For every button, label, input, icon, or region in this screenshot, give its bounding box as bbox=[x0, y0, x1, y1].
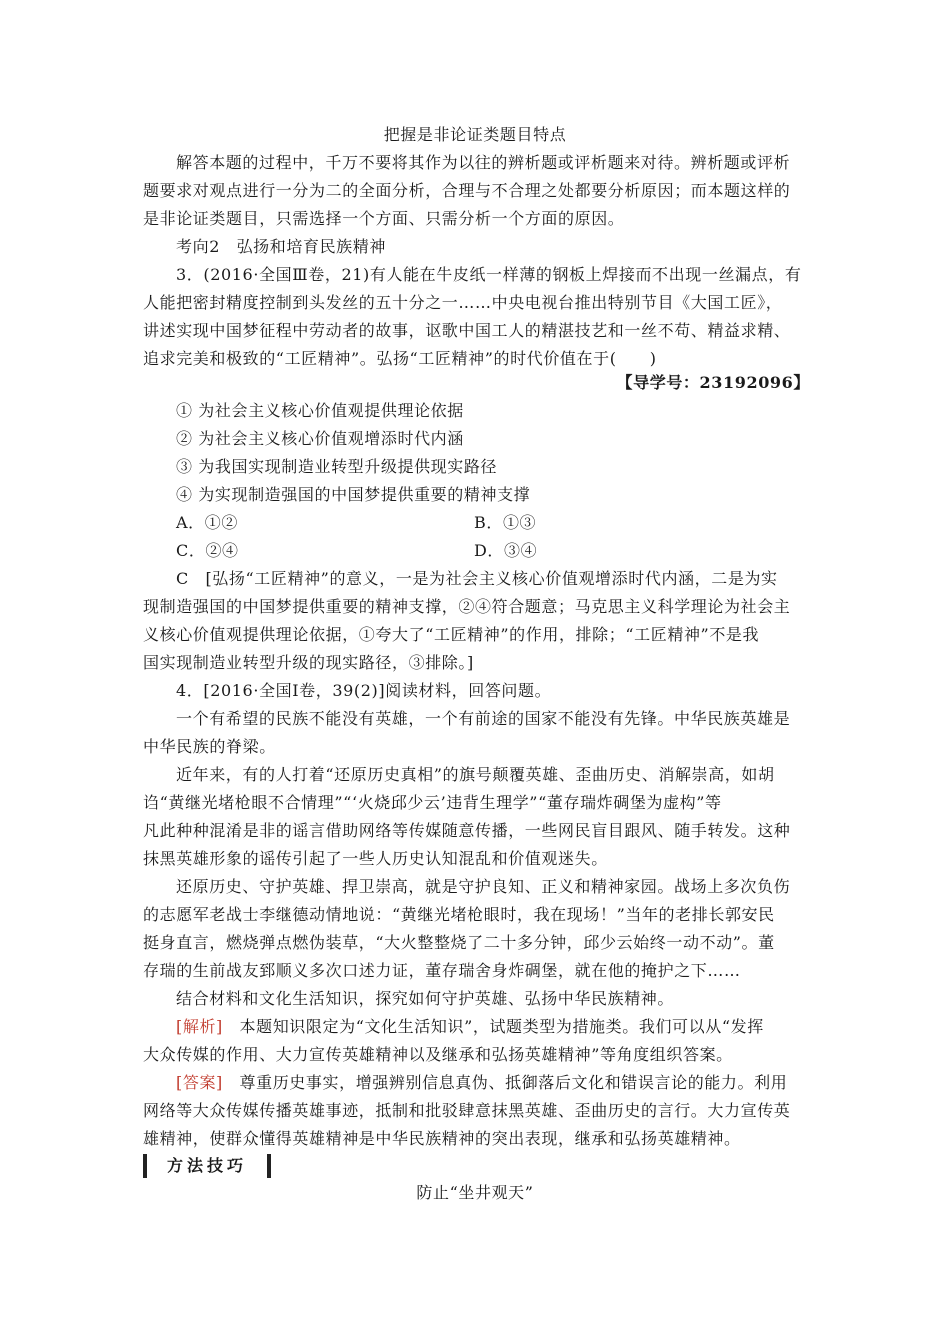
answer-text: 尊重历史事实，增强辨别信息真伪、抵御落后文化和错误言论的能力。利用 bbox=[222, 1073, 788, 1092]
method-tips-badge: 方法技巧 bbox=[143, 1154, 271, 1178]
material-line: 抹黑英雄形象的谣传引起了一些人历史认知混乱和价值观迷失。 bbox=[143, 849, 608, 868]
section-2-title: 防止“坐井观天” bbox=[416, 1183, 534, 1202]
material-line: 的志愿军老战士李继德动情地说：“黄继光堵枪眼时，我在现场！”当年的老排长郭安民 bbox=[143, 905, 775, 924]
question-3-line: 讲述实现中国梦征程中劳动者的故事，讴歌中国工人的精湛技艺和一丝不苟、精益求精、 bbox=[143, 321, 791, 340]
answer-3-line: 现制造强国的中国梦提供重要的精神支撑，②④符合题意；马克思主义科学理论为社会主 bbox=[143, 597, 791, 616]
paragraph-line: 解答本题的过程中，千万不要将其作为以往的辨析题或评析题来对待。辨析题或评析 bbox=[176, 153, 791, 172]
analysis-tag: [解析] bbox=[176, 1017, 223, 1036]
guide-number: 【导学号：23192096】 bbox=[616, 373, 810, 392]
answer-4-line: 网络等大众传媒传播英雄事迹，抵制和批驳肆意抹黑英雄、歪曲历史的言行。大力宣传英 bbox=[143, 1101, 791, 1120]
answer-3-line: C [弘扬“工匠精神”的意义，一是为社会主义核心价值观增添时代内涵，二是为实 bbox=[176, 569, 778, 588]
statement-4: ④ 为实现制造强国的中国梦提供重要的精神支撑 bbox=[176, 485, 531, 504]
analysis-text: 本题知识限定为“文化生活知识”，试题类型为措施类。我们可以从“发挥 bbox=[222, 1017, 764, 1036]
option-d: D．③④ bbox=[474, 541, 538, 560]
material-line: 诌“黄继光堵枪眼不合情理”“‘火烧邱少云’违背生理学”“董存瑞炸碉堡为虚构”等 bbox=[143, 793, 722, 812]
question-3-line: 3．(2016·全国Ⅲ卷，21)有人能在牛皮纸一样薄的钢板上焊接而不出现一丝漏点，有 bbox=[176, 265, 802, 284]
material-line: 还原历史、守护英雄、捍卫崇高，就是守护良知、正义和精神家园。战场上多次负伤 bbox=[176, 877, 791, 896]
answer-tag: [答案] bbox=[176, 1073, 223, 1092]
option-b: B．①③ bbox=[474, 513, 537, 532]
statement-2: ② 为社会主义核心价值观增添时代内涵 bbox=[176, 429, 464, 448]
answer-3-line: 国实现制造业转型升级的现实路径，③排除。] bbox=[143, 653, 474, 672]
material-line: 凡此种种混淆是非的谣言借助网络等传媒随意传播，一些网民盲目跟风、随手转发。这种 bbox=[143, 821, 791, 840]
task-line: 结合材料和文化生活知识，探究如何守护英雄、弘扬中华民族精神。 bbox=[176, 989, 675, 1008]
material-line: 中华民族的脊梁。 bbox=[143, 737, 276, 756]
option-a: A．①② bbox=[176, 513, 238, 532]
paragraph-line: 是非论证类题目，只需选择一个方面、只需分析一个方面的原因。 bbox=[143, 209, 625, 228]
statement-1: ① 为社会主义核心价值观提供理论依据 bbox=[176, 401, 464, 420]
question-4-head: 4．[2016·全国Ⅰ卷，39(2)]阅读材料，回答问题。 bbox=[176, 681, 552, 700]
kaoxiang-heading: 考向2 弘扬和培育民族精神 bbox=[176, 237, 386, 256]
statement-3: ③ 为我国实现制造业转型升级提供现实路径 bbox=[176, 457, 498, 476]
question-3-line: 人能把密封精度控制到头发丝的五十分之一……中央电视台推出特别节目《大国工匠》， bbox=[143, 293, 783, 312]
material-line: 一个有希望的民族不能没有英雄，一个有前途的国家不能没有先锋。中华民族英雄是 bbox=[176, 709, 791, 728]
analysis-line: 大众传媒的作用、大力宣传英雄精神以及继承和弘扬英雄精神”等角度组织答案。 bbox=[143, 1045, 733, 1064]
answer-3-line: 义核心价值观提供理论依据，①夸大了“工匠精神”的作用，排除；“工匠精神”不是我 bbox=[143, 625, 760, 644]
answer-4-line: 雄精神，使群众懂得英雄精神是中华民族精神的突出表现，继承和弘扬英雄精神。 bbox=[143, 1129, 741, 1148]
material-line: 挺身直言，燃烧弹点燃伪装草，“大火整整烧了二十多分钟，邱少云始终一动不动”。董 bbox=[143, 933, 775, 952]
analysis-line-1 bbox=[176, 1017, 764, 1037]
option-c: C．②④ bbox=[176, 541, 239, 560]
material-line: 存瑞的生前战友郅顺义多次口述力证，董存瑞舍身炸碉堡，就在他的掩护之下…… bbox=[143, 961, 741, 980]
paragraph-line: 题要求对观点进行一分为二的全面分析，合理与不合理之处都要分析原因；而本题这样的 bbox=[143, 181, 791, 200]
question-3-line: 追求完美和极致的“工匠精神”。弘扬“工匠精神”的时代价值在于( ) bbox=[143, 349, 657, 368]
answer-4-line-1 bbox=[176, 1073, 787, 1093]
material-line: 近年来，有的人打着“还原历史真相”的旗号颠覆英雄、歪曲历史、消解崇高，如胡 bbox=[176, 765, 775, 784]
section-title: 把握是非论证类题目特点 bbox=[383, 125, 567, 144]
